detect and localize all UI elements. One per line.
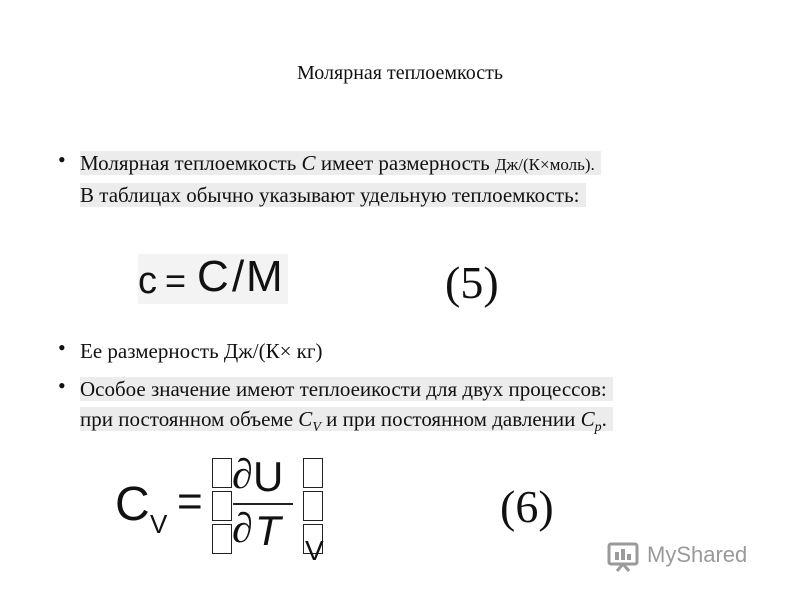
equation-5-number: (5) [445, 257, 499, 308]
equation-6: C V = ∂ U ∂ T V [115, 452, 324, 566]
bullet-3 [80, 374, 613, 443]
equation-6-number: (6) [500, 481, 554, 532]
placeholder-box [303, 491, 323, 521]
bullet-3-line-1: Особое значение имеют теплоеикости для двух процессов: [80, 377, 613, 401]
bullet-2: Ее размерность Дж/(К× кг) [80, 339, 323, 363]
placeholder-box [303, 458, 323, 488]
placeholder-box [212, 491, 232, 521]
placeholder-box [212, 458, 232, 488]
bullet-marker: • [58, 373, 66, 398]
equation-5: c = C / M [138, 254, 288, 304]
bullet-1-line-1: Молярная теплоемкость С имеет размерность Дж/(К×моль). [80, 151, 601, 175]
bullet-marker: • [58, 147, 66, 172]
placeholder-box [212, 524, 232, 554]
bullet-3-line-2: при постоянном объеме $C_V$ и при постоянном давлении $C_p$. [80, 407, 613, 431]
presentation-icon [607, 538, 643, 572]
bullet-1-line-2: В таблицах обычно указывают удельную теплоемкость: [80, 183, 586, 207]
myshared-watermark [607, 538, 767, 572]
page-title: Молярная теплоемкость [297, 62, 503, 84]
watermark-text: MyShared [647, 542, 748, 567]
bullet-1 [80, 148, 601, 210]
bullet-marker: • [58, 335, 66, 360]
